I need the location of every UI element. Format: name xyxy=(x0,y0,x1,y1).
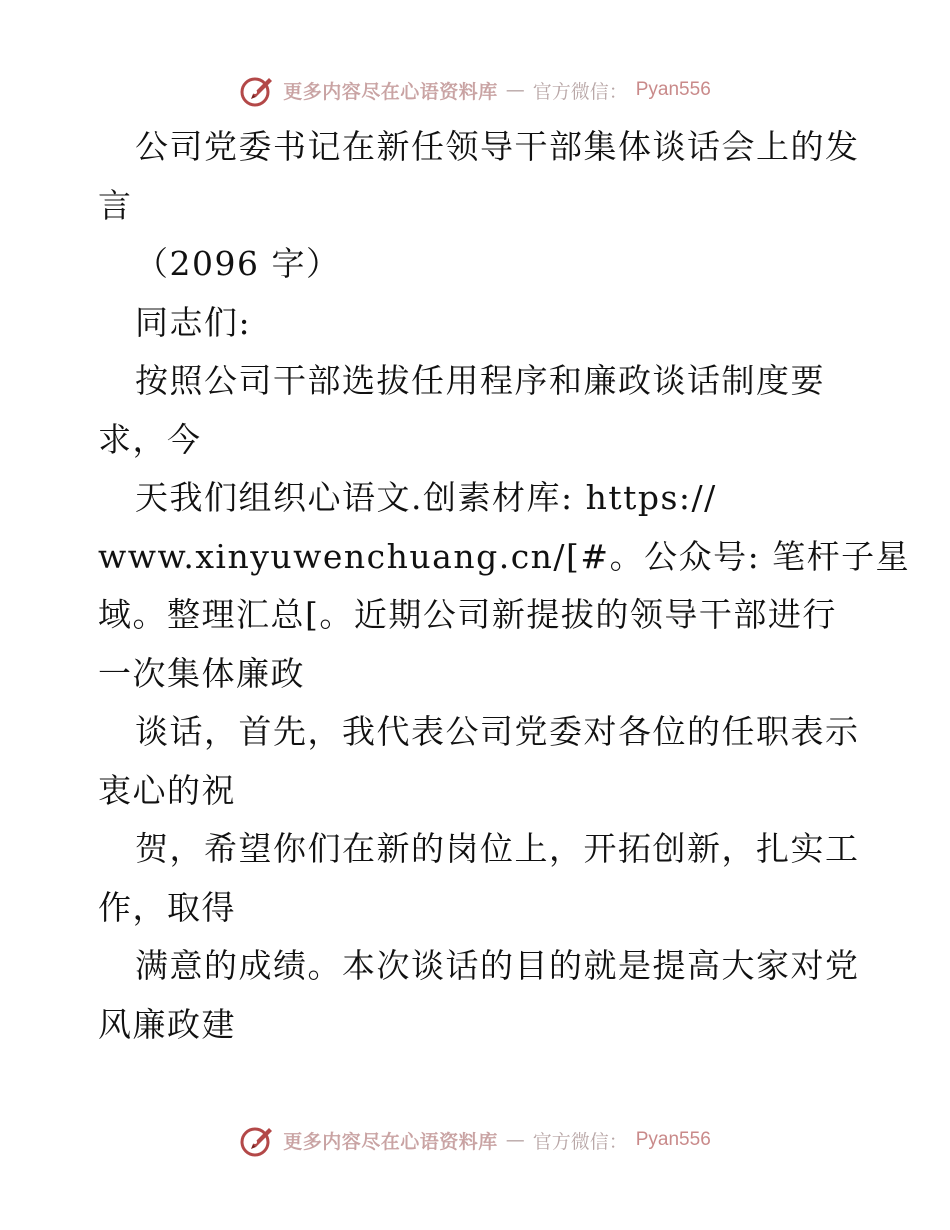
doc-word-count: （2096 字） xyxy=(135,244,341,283)
doc-title-line-2: 言 xyxy=(98,185,133,225)
header-watermark xyxy=(0,68,950,112)
doc-paragraph-line: 满意的成绩。本次谈话的目的就是提高大家对党 xyxy=(135,946,860,985)
doc-paragraph-line: 作，取得 xyxy=(98,887,236,927)
doc-paragraph-line: 衷心的祝 xyxy=(98,770,236,810)
watermark-wechat-label: 官方微信： xyxy=(532,1130,628,1153)
footer-watermark xyxy=(0,1118,950,1162)
doc-paragraph-line: 风廉政建 xyxy=(98,1004,236,1044)
watermark-wechat-id: Pyan556 xyxy=(635,1129,711,1150)
doc-paragraph-line: 一次集体廉政 xyxy=(98,653,305,693)
doc-paragraph-line: 域。整理汇总[。近期公司新提拔的领导干部进行 xyxy=(98,595,837,634)
doc-title-line-1: 公司党委书记在新任领导干部集体谈话会上的发 xyxy=(135,127,860,166)
watermark-separator: — xyxy=(505,79,525,101)
doc-paragraph-line: 按照公司干部选拔任用程序和廉政谈话制度要 xyxy=(135,361,825,400)
doc-paragraph-line: 贺，希望你们在新的岗位上，开拓创新，扎实工 xyxy=(135,829,860,868)
watermark-separator: — xyxy=(505,1129,525,1151)
doc-paragraph-line: www.xinyuwenchuang.cn/[#。公众号: 笔杆子星 xyxy=(98,536,911,576)
document-body xyxy=(98,118,911,1054)
pen-nib-icon xyxy=(239,1122,275,1158)
pen-nib-icon xyxy=(239,72,275,108)
watermark-wechat-id: Pyan556 xyxy=(635,79,711,100)
watermark-wechat-label: 官方微信： xyxy=(532,80,628,103)
doc-paragraph-line: 天我们组织心语文.创素材库: https:// xyxy=(135,478,717,517)
doc-salutation: 同志们: xyxy=(135,302,252,342)
doc-paragraph-line: 谈话，首先，我代表公司党委对各位的任职表示 xyxy=(135,712,860,751)
watermark-site-text: 更多内容尽在心语资料库 xyxy=(283,80,498,103)
watermark-site-text: 更多内容尽在心语资料库 xyxy=(283,1130,498,1153)
doc-paragraph-line: 求，今 xyxy=(98,419,202,459)
